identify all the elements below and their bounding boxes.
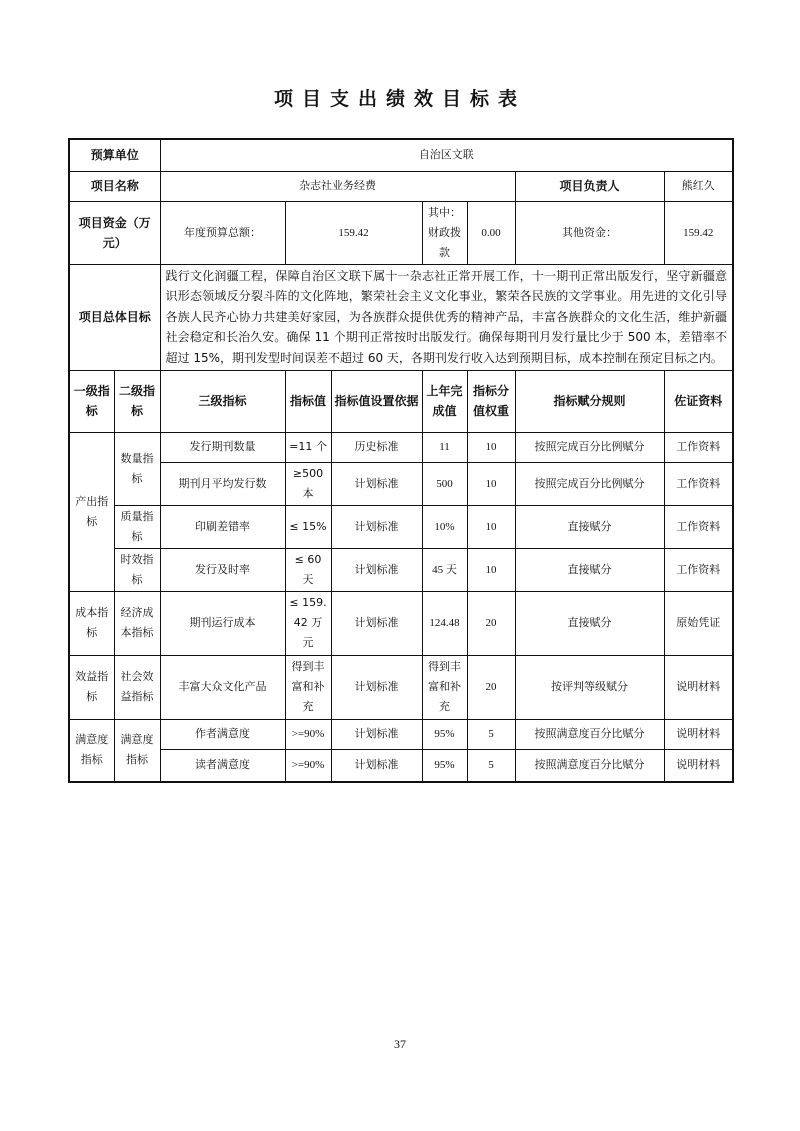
annual-budget-value: 159.42 xyxy=(285,201,422,264)
col-header-scoring-rule: 指标赋分规则 xyxy=(515,370,664,432)
indicator-value-cell: =11 个 xyxy=(285,432,331,462)
table-row xyxy=(69,591,733,655)
basis-cell: 计划标准 xyxy=(331,749,422,782)
indicator-value-cell: ≤ 15% xyxy=(285,505,331,548)
project-funds-row xyxy=(69,201,733,264)
evidence-cell: 说明材料 xyxy=(664,749,733,782)
group-cost: 成本指标 xyxy=(69,591,114,655)
scoring-rule-cell: 按照完成百分比例赋分 xyxy=(515,432,664,462)
last-year-cell: 45 天 xyxy=(422,548,467,591)
table-row xyxy=(69,719,733,749)
table-row xyxy=(69,462,733,505)
col-header-last-year: 上年完成值 xyxy=(422,370,467,432)
indicator-value-cell: >=90% xyxy=(285,749,331,782)
level3-cell: 期刊运行成本 xyxy=(160,591,285,655)
evidence-cell: 工作资料 xyxy=(664,432,733,462)
other-funds-value: 159.42 xyxy=(664,201,733,264)
basis-cell: 计划标准 xyxy=(331,719,422,749)
project-name-label: 项目名称 xyxy=(69,171,160,201)
weight-cell: 20 xyxy=(467,591,515,655)
project-leader-value: 熊红久 xyxy=(664,171,733,201)
col-header-level2: 二级指标 xyxy=(114,370,160,432)
scoring-rule-cell: 直接赋分 xyxy=(515,505,664,548)
basis-cell: 计划标准 xyxy=(331,462,422,505)
last-year-cell: 124.48 xyxy=(422,591,467,655)
fiscal-funds-value: 0.00 xyxy=(467,201,515,264)
level3-cell: 读者满意度 xyxy=(160,749,285,782)
evidence-cell: 工作资料 xyxy=(664,548,733,591)
page-title: 项目支出绩效目标表 xyxy=(273,88,526,110)
table-row xyxy=(69,548,733,591)
level3-cell: 印刷差错率 xyxy=(160,505,285,548)
column-header-row xyxy=(69,370,733,432)
level3-cell: 期刊月平均发行数 xyxy=(160,462,285,505)
overall-goal-row xyxy=(69,264,733,370)
overall-goal-text: 践行文化润疆工程，保障自治区文联下属十一杂志社正常开展工作，十一期刊正常出版发行，坚守新疆意识形态领域反分裂斗阵的文化阵地，繁荣社会主义文化事业，繁荣各民族的文学事业。用先进的文化引导各族人民齐心协力共建美好家园，为各族群众提供优秀的精神产品，丰富各族群众的文化生活，维护新疆社会稳定和长治久安。确保 11 个期刊正常按时出版发行。确保每期刊月发行量比少于 500 本，差错率不超过 15%，期刊发型时间误差不超过 60 天，各期刊发行收入达到预期目标，成本控制在预定目标之内。 xyxy=(160,264,733,370)
last-year-cell: 11 xyxy=(422,432,467,462)
weight-cell: 10 xyxy=(467,462,515,505)
indicator-value-cell: ≤ 60 天 xyxy=(285,548,331,591)
evidence-cell: 说明材料 xyxy=(664,719,733,749)
last-year-cell: 95% xyxy=(422,749,467,782)
col-header-evidence: 佐证资料 xyxy=(664,370,733,432)
group-social-benefit: 社会效益指标 xyxy=(114,655,160,719)
basis-cell: 历史标准 xyxy=(331,432,422,462)
evidence-cell: 说明材料 xyxy=(664,655,733,719)
budget-unit-row xyxy=(69,139,733,171)
performance-goal-table xyxy=(68,138,734,783)
group-output: 产出指标 xyxy=(69,432,114,591)
indicator-value-cell: ≤ 159.42 万元 xyxy=(285,591,331,655)
indicator-value-cell: 得到丰富和补充 xyxy=(285,655,331,719)
level3-cell: 发行期刊数量 xyxy=(160,432,285,462)
table-row xyxy=(69,505,733,548)
level3-cell: 作者满意度 xyxy=(160,719,285,749)
col-header-level3: 三级指标 xyxy=(160,370,285,432)
evidence-cell: 原始凭证 xyxy=(664,591,733,655)
weight-cell: 10 xyxy=(467,432,515,462)
scoring-rule-cell: 直接赋分 xyxy=(515,591,664,655)
col-header-weight: 指标分值权重 xyxy=(467,370,515,432)
scoring-rule-cell: 按评判等级赋分 xyxy=(515,655,664,719)
scoring-rule-cell: 按照满意度百分比赋分 xyxy=(515,749,664,782)
project-name-value: 杂志社业务经费 xyxy=(160,171,515,201)
project-name-row xyxy=(69,171,733,201)
indicator-value-cell: ≥500 本 xyxy=(285,462,331,505)
page-number: 37 xyxy=(394,1037,406,1051)
scoring-rule-cell: 直接赋分 xyxy=(515,548,664,591)
annual-budget-label: 年度预算总额： xyxy=(160,201,285,264)
scoring-rule-cell: 按照满意度百分比赋分 xyxy=(515,719,664,749)
weight-cell: 5 xyxy=(467,719,515,749)
last-year-cell: 10% xyxy=(422,505,467,548)
last-year-cell: 95% xyxy=(422,719,467,749)
level3-cell: 发行及时率 xyxy=(160,548,285,591)
project-leader-label: 项目负责人 xyxy=(515,171,664,201)
fiscal-funds-label: 其中：财政拨款 xyxy=(422,201,467,264)
group-satisfaction-l2: 满意度指标 xyxy=(114,719,160,782)
budget-unit-value: 自治区文联 xyxy=(160,139,733,171)
table-row xyxy=(69,749,733,782)
last-year-cell: 得到丰富和补充 xyxy=(422,655,467,719)
basis-cell: 计划标准 xyxy=(331,505,422,548)
group-quantity: 数量指标 xyxy=(114,432,160,505)
basis-cell: 计划标准 xyxy=(331,591,422,655)
col-header-level1: 一级指标 xyxy=(69,370,114,432)
group-benefit: 效益指标 xyxy=(69,655,114,719)
basis-cell: 计划标准 xyxy=(331,655,422,719)
table-row xyxy=(69,655,733,719)
weight-cell: 5 xyxy=(467,749,515,782)
performance-goal-table-wrapper xyxy=(68,138,734,783)
evidence-cell: 工作资料 xyxy=(664,505,733,548)
other-funds-label: 其他资金： xyxy=(515,201,664,264)
budget-unit-label: 预算单位 xyxy=(69,139,160,171)
project-funds-label: 项目资金（万元） xyxy=(69,201,160,264)
evidence-cell: 工作资料 xyxy=(664,462,733,505)
col-header-basis: 指标值设置依据 xyxy=(331,370,422,432)
table-row xyxy=(69,432,733,462)
indicator-value-cell: >=90% xyxy=(285,719,331,749)
group-economic-cost: 经济成本指标 xyxy=(114,591,160,655)
weight-cell: 20 xyxy=(467,655,515,719)
last-year-cell: 500 xyxy=(422,462,467,505)
basis-cell: 计划标准 xyxy=(331,548,422,591)
overall-goal-label: 项目总体目标 xyxy=(69,264,160,370)
col-header-indicator-value: 指标值 xyxy=(285,370,331,432)
level3-cell: 丰富大众文化产品 xyxy=(160,655,285,719)
group-timeliness: 时效指标 xyxy=(114,548,160,591)
weight-cell: 10 xyxy=(467,548,515,591)
scoring-rule-cell: 按照完成百分比例赋分 xyxy=(515,462,664,505)
group-satisfaction: 满意度指标 xyxy=(69,719,114,782)
group-quality: 质量指标 xyxy=(114,505,160,548)
weight-cell: 10 xyxy=(467,505,515,548)
